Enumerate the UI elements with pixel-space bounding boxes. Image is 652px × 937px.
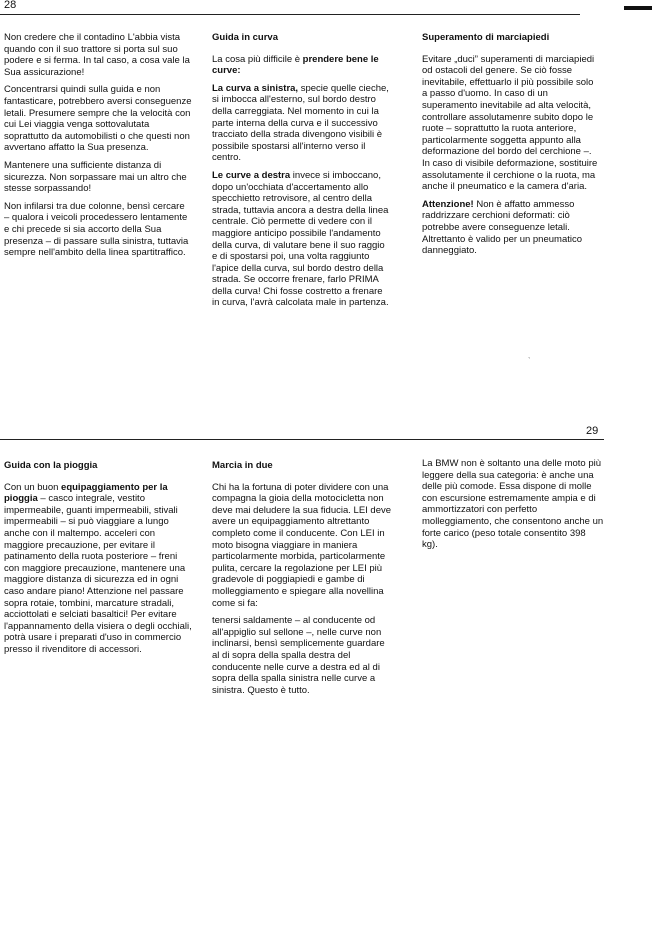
paragraph: Chi ha la fortuna di poter dividere con una compagna la gioia della motocicletta non deve mai deludere la sua fiducia. LEI deve avere un equipaggiamento altrettanto completo come il conducente. Con LEI in moto bisogna viaggiare in maniera particolarmente morbida, particolarmente pulita, cercare la regolazione per LEI più gradevole di poggiapiedi e gambe di molleggiamento e spiegare alla novellina come si fa: [212,481,392,609]
paragraph: Attenzione! Non è affatto ammesso raddrizzare cerchioni deformati: ciò potrebbe avere conseguenze letali. Altrettanto è valido per un pneumatico danneggiato. [422,198,583,257]
paragraph: La cosa più difficile è prendere bene le curve: [212,53,379,77]
left-page-column-1 [4,32,192,265]
paragraph: Le curve a destra invece si imboccano, dopo un'occhiata d'accertamento allo specchietto retrovisore, al centro della strada, tuttavia ancora a destra della linea centrale. Ciò permette di vedere con il maggiore anticipo possibile l'andamento della curva, di valutare bene il suo raggio e di spostarsi poi, una volta raggiunto l'apice della curva, sul bordo destro della strada. Se occorre frenare, farlo PRIMA della curva! Chi fosse costretto a frenare in curva, l'avrà calcolata male in partenza. [212,169,389,309]
header-rule-right [0,439,604,440]
section-heading: Marcia in due [212,460,273,471]
page-number-right: 29 [586,425,599,437]
section-heading: Superamento di marciapiedi [422,32,550,43]
section-heading: Guida in curva [212,32,278,43]
paragraph: tenersi saldamente – al conducente od all'appiglio sul sellone –, nelle curve non inclinarsi, bensì semplicemente guardare al di sopra della spalla destra del conducente nelle curve a destra ed al di sopra della spalla sinistra nelle curve a sinistra. Questo è tutto. [212,615,385,696]
right-page-column-2 [212,460,392,702]
header-rule-left [0,14,580,15]
section-heading: Guida con la pioggia [4,460,98,471]
paragraph: Mantenere una sufficiente distanza di sicurezza. Non sorpassare mai un altro che stesse sorpassando! [4,159,187,195]
right-page-column-1 [4,460,194,662]
left-page-column-2 [212,32,390,315]
left-page-column-3 [422,32,600,263]
paragraph: Non infilarsi tra due colonne, bensì cercare – qualora i veicoli procedessero lentamente e chi precede si sia accorto della Sua presenza – di passare sulla sinistra, tuttavia sempre nell'ambito della linea spartitraffico. [4,200,189,259]
right-page-column-3 [422,458,604,557]
paragraph: Evitare „duci” superamenti di marciapiedi od ostacoli del genere. Se ciò fosse inevitabile, effettuarlo il più possibile solo a passo d'uomo. In caso di un superamento inevitabile ad alta velocità, controllare assolutamenre subito dopo le ruote – soprattutto la ruota anteriore, particolarmente soggetta appunto alla deformazione del bordo del cerchione –. In caso di visibile deformazione, sostituire assolutamente il cerchione o la ruota, ma anche il pneumatico e la camera d'aria. [422,53,598,193]
paragraph: Non credere che il contadino L'abbia vista quando con il suo trattore si porta sul suo podere e si ferma. In tal caso, a cosa vale la Sua assicurazione! [4,32,190,78]
paragraph: La curva a sinistra, specie quelle cieche, si imbocca all'esterno, sul bordo destro della carreggiata. Nel momento in cui la parte interna della curva e il successivo tracciato della strada divengono visibili è possibile spostarsi all'interno verso il centro. [212,82,389,164]
scan-speck: ˎ [528,350,531,359]
page-edge-tab [624,6,652,10]
paragraph: Concentrarsi quindi sulla guida e non fantasticare, potrebbero aversi conseguenze letali. Presumere sempre che la velocità con cui Lei viaggia venga sottovalutata soprattutto da automobilisti o che questi non avvertano affatto la Sua presenza. [4,84,192,154]
paragraph: La BMW non è soltanto una delle moto più leggere della sua categoria: è anche una delle più comode. Essa dispone di molle con escursione estremamente ampia e di ammortizzatori con perfetto molleggiamento, che consentono anche un forte carico (peso totale consentito 398 kg). [422,458,604,551]
page-number-left: 28 [4,0,17,11]
paragraph: Con un buon equipaggiamento per la pioggia – casco integrale, vestito impermeabile, guanti impermeabili, stivali impermeabili – si può viaggiare a lungo anche con il maltempo. acceleri con maggiore precauzione, per evitare il patinamento della ruota posteriore – freni con maggiore precauzione, mantenere una maggiore distanza di sicurezza ed in ogni caso andare piano! Attenzione nel passare sopra rotaie, tombini, marcature stradali, acciottolati e selciati basaltici! Per evitare l'appannamento della visiera o degli occhiali, potrà usare i preparati d'uso in commercio presso il rivenditore di accessori. [4,481,192,655]
